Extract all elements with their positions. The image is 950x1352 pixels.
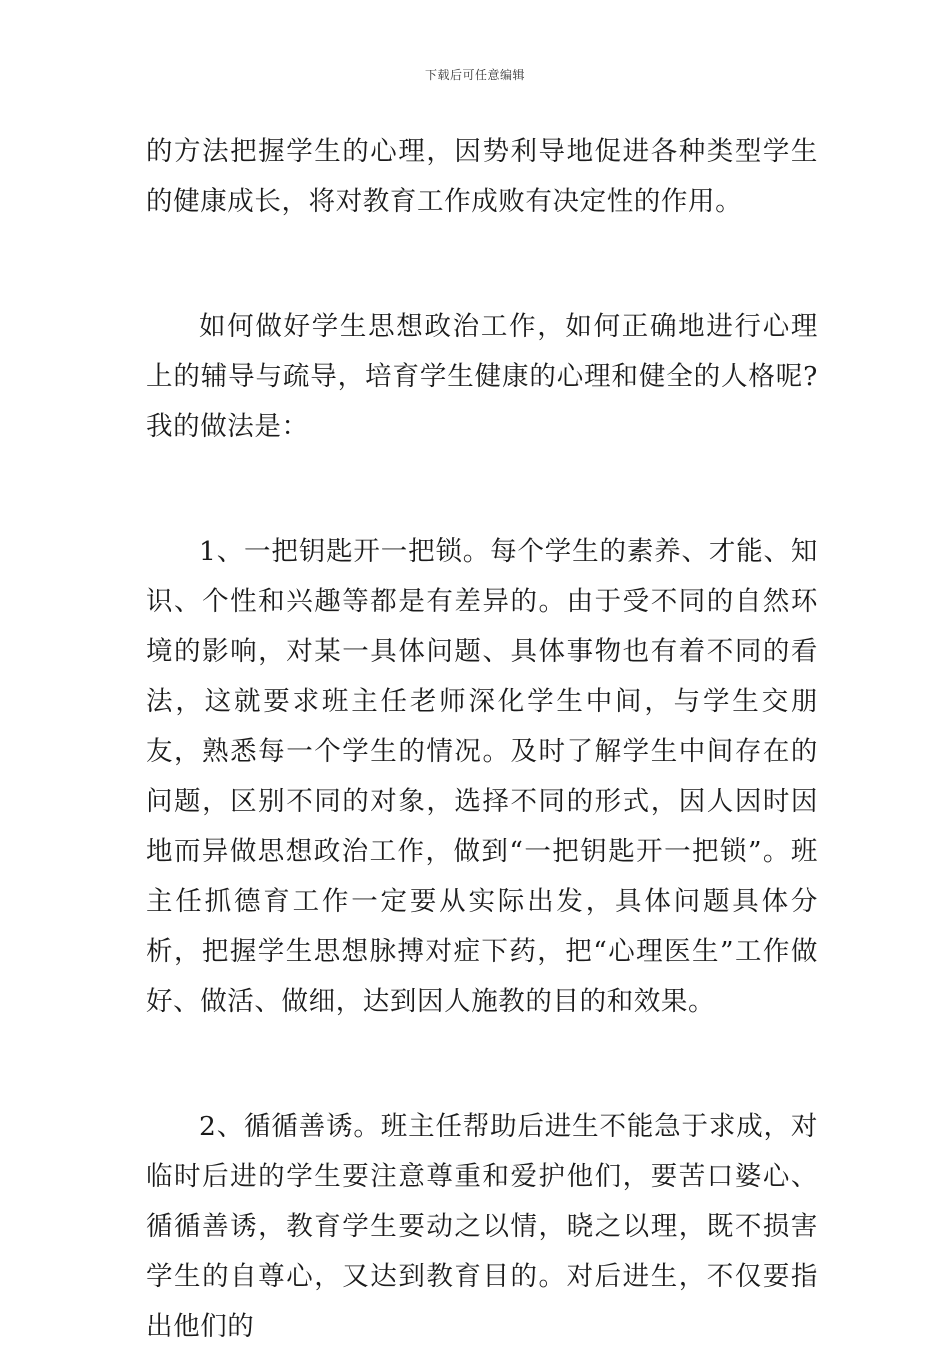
paragraph-gap (146, 227, 818, 302)
paragraph-continuation: 的方法把握学生的心理，因势利导地促进各种类型学生的健康成长，将对教育工作成败有决定性的作用。 (146, 136, 818, 217)
paragraph-gap (146, 1027, 818, 1102)
paragraph-gap (146, 452, 818, 527)
paragraph-question: 如何做好学生思想政治工作，如何正确地进行心理上的辅导与疏导，培育学生健康的心理和健全的人格呢?我的做法是： (146, 311, 818, 442)
header-note: 下载后可任意编辑 (424, 68, 525, 82)
paragraph-point-1: 1、一把钥匙开一把锁。每个学生的素养、才能、知识、个性和兴趣等都是有差异的。由于受不同的自然环境的影响，对某一具体问题、具体事物也有着不同的看法，这就要求班主任老师深化学生中间，与学生交朋友，熟悉每一个学生的情况。及时了解学生中间存在的问题，区别不同的对象，选择不同的形式，因人因时因地而异做思想政治工作，做到“一把钥匙开一把锁”。班主任抓德育工作一定要从实际出发，具体问题具体分析，把握学生思想脉搏对症下药，把“心理医生”工作做好、做活、做细，达到因人施教的目的和效果。 (146, 536, 818, 1017)
document-body (146, 127, 818, 1352)
paragraph-point-2: 2、循循善诱。班主任帮助后进生不能急于求成，对临时后进的学生要注意尊重和爱护他们，要苦口婆心、循循善诱，教育学生要动之以情，晓之以理，既不损害学生的自尊心，又达到教育目的。对后进生，不仅要指出他们的 (146, 1111, 818, 1342)
